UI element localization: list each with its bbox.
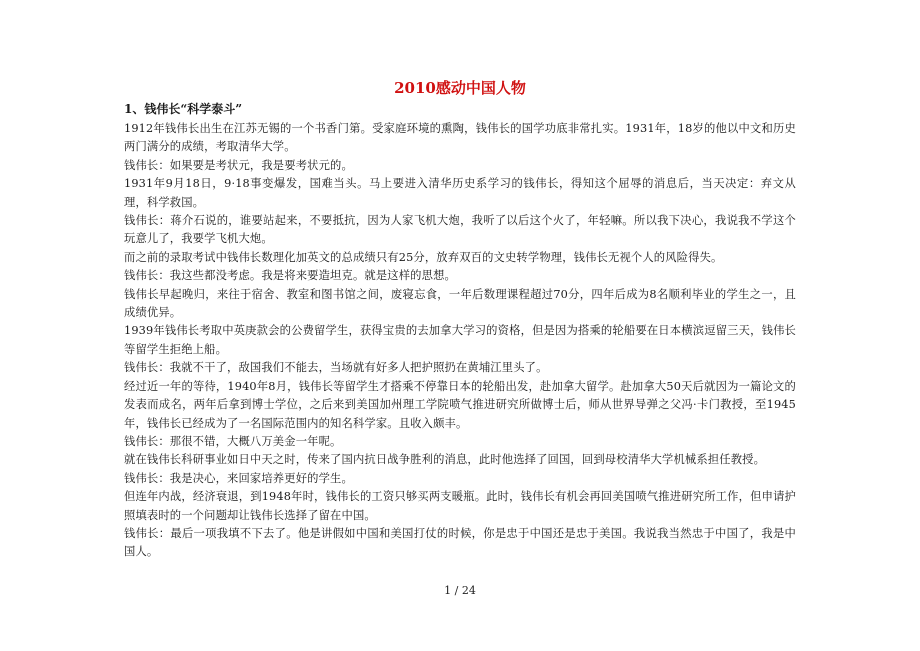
- paragraph: 钱伟长：蒋介石说的，谁要站起来，不要抵抗，因为人家飞机大炮，我听了以后这个火了，年轻嘛。所以我下决心，我说我不学这个玩意儿了，我要学飞机大炮。: [124, 214, 796, 246]
- paragraph: 就在钱伟长科研事业如日中天之时，传来了国内抗日战争胜利的消息，此时他选择了回国，回到母校清华大学机械系担任教授。: [124, 453, 766, 467]
- paragraph: 经过近一年的等待，1940年8月，钱伟长等留学生才搭乘不停靠日本的轮船出发，赴加拿大留学。赴加拿大50天后就因为一篇论文的发表而成名，两年后拿到博士学位，之后来到美国加州理工学院喷气推进研究所做博士后，师从世界导弹之父冯·卡门教授，至1945年，钱伟长已经成为了一名国际范围内的知名科学家。且收入颇丰。: [124, 379, 796, 430]
- paragraph: 1939年钱伟长考取中英庚款会的公费留学生，获得宝贵的去加拿大学习的资格，但是因为搭乘的轮船要在日本横滨逗留三天，钱伟长等留学生拒绝上船。: [124, 324, 796, 356]
- paragraph: 1912年钱伟长出生在江苏无锡的一个书香门第。受家庭环境的熏陶，钱伟长的国学功底非常扎实。1931年，18岁的他以中文和历史两门满分的成绩，考取清华大学。: [124, 122, 796, 154]
- paragraph: 钱伟长：我这些都没考虑。我是将来要造坦克。就是这样的思想。: [124, 269, 456, 283]
- paragraph: 钱伟长早起晚归，来往于宿舍、教室和图书馆之间，废寝忘食，一年后数理课程超过70分，四年后成为8名顺利毕业的学生之一，且成绩优异。: [124, 287, 796, 320]
- paragraph: 钱伟长：最后一项我填不下去了。他是讲假如中国和美国打仗的时候，你是忠于中国还是忠于美国。我说我当然忠于中国了，我是中国人。: [124, 526, 796, 559]
- section-heading: 1、钱伟长“科学泰斗”: [124, 102, 243, 116]
- paragraph: 钱伟长：我就不干了，敌国我们不能去，当场就有好多人把护照扔在黄埔江里头了。: [124, 361, 548, 375]
- paragraph: 而之前的录取考试中钱伟长数理化加英文的总成绩只有25分，放弃双百的文史转学物理，钱伟长无视个人的风险得失。: [124, 250, 723, 264]
- paragraph: 钱伟长：如果要是考状元，我是要考状元的。: [124, 158, 353, 172]
- document-body: [124, 120, 796, 562]
- paragraph: 钱伟长：我是决心，来回家培养更好的学生。: [124, 471, 353, 485]
- paragraph: 1931年9月18日，9·18事变爆发，国难当头。马上要进入清华历史系学习的钱伟长，得知这个屈辱的消息后，当天决定：弃文从理，科学救国。: [124, 177, 796, 209]
- page-number: 1 / 24: [444, 584, 476, 597]
- paragraph: 钱伟长：那很不错，大概八万美金一年呢。: [124, 434, 342, 448]
- paragraph: 但连年内战，经济衰退，到1948年时，钱伟长的工资只够买两支暖瓶。此时，钱伟长有机会再回美国喷气推进研究所工作，但申请护照填表时的一个问题却让钱伟长选择了留在中国。: [124, 490, 796, 522]
- page-title: 2010感动中国人物: [394, 79, 526, 97]
